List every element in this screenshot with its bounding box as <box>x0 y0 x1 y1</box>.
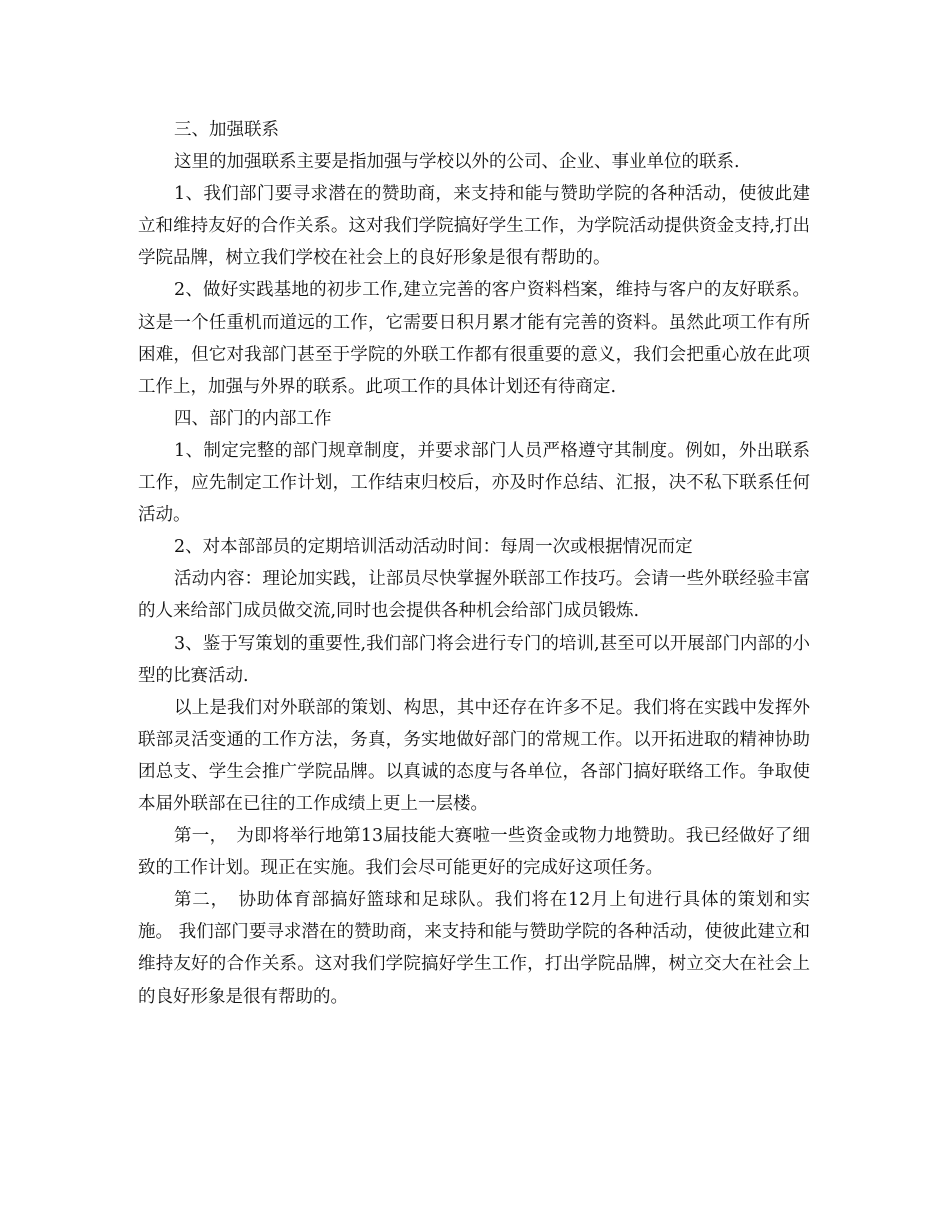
paragraph-item-2-practice-base: 2、做好实践基地的初步工作,建立完善的客户资料档案，维持与客户的友好联系。这是一个任重机而道远的工作，它需要日积月累才能有完善的资料。虽然此项工作有所困难，但它对我部门甚至于学院的外联工作都有很重要的意义，我们会把重心放在此项工作上，加强与外界的联系。此项工作的具体计划还有待商定. <box>138 280 810 397</box>
section-heading-strengthen-contact: 三、加强联系 <box>174 120 279 140</box>
paragraph-item-2-training: 2、对本部部员的定期培训活动活动时间：每周一次或根据情况而定 <box>174 537 693 558</box>
paragraph-item-3-planning: 3、鉴于写策划的重要性,我们部门将会进行专门的培训,甚至可以开展部门内部的小型的比赛活动. <box>138 633 810 686</box>
paragraph-first: 第一， 为即将举行地第13届技能大赛啦一些资金或物力地赞助。我已经做好了细致的工作计划。现正在实施。我们会尽可能更好的完成好这项任务。 <box>138 826 810 879</box>
paragraph-item-1-rules: 1、制定完整的部门规章制度，并要求部门人员严格遵守其制度。例如，外出联系工作，应先制定工作计划，工作结束归校后，亦及时作总结、汇报，决不私下联系任何活动。 <box>138 440 810 526</box>
paragraph-item-1-sponsors: 1、我们部门要寻求潜在的赞助商，来支持和能与赞助学院的各种活动，使彼此建立和维持友好的合作关系。这对我们学院搞好学生工作，为学院活动提供资金支持,打出学院品牌，树立我们学校在社会上的良好形象是很有帮助的。 <box>138 184 810 269</box>
section-heading-internal-work: 四、部门的内部工作 <box>174 408 332 429</box>
paragraph-activity-content: 活动内容：理论加实践，让部员尽快掌握外联部工作技巧。会请一些外联经验丰富的人来给部门成员做交流,同时也会提供各种机会给部门成员锻炼. <box>138 569 810 622</box>
paragraph-intro: 这里的加强联系主要是指加强与学校以外的公司、企业、事业单位的联系. <box>174 152 740 173</box>
paragraph-summary: 以上是我们对外联部的策划、构思，其中还存在许多不足。我们将在实践中发挥外联部灵活变通的工作方法，务真，务实地做好部门的常规工作。以开拓进取的精神协助团总支、学生会推广学院品牌。以真诚的态度与各单位，各部门搞好联络工作。争取使本届外联部在已往的工作成绩上更上一层楼。 <box>138 697 810 814</box>
document-body <box>138 114 810 1013</box>
paragraph-second: 第二， 协助体育部搞好篮球和足球队。我们将在12月上旬进行具体的策划和实施。 我们部门要寻求潜在的赞助商，来支持和能与赞助学院的各种活动，使彼此建立和维持友好的合作关系。这对我们学院搞好学生工作，打出学院品牌，树立交大在社会上的良好形象是很有帮助的。 <box>138 890 810 1007</box>
